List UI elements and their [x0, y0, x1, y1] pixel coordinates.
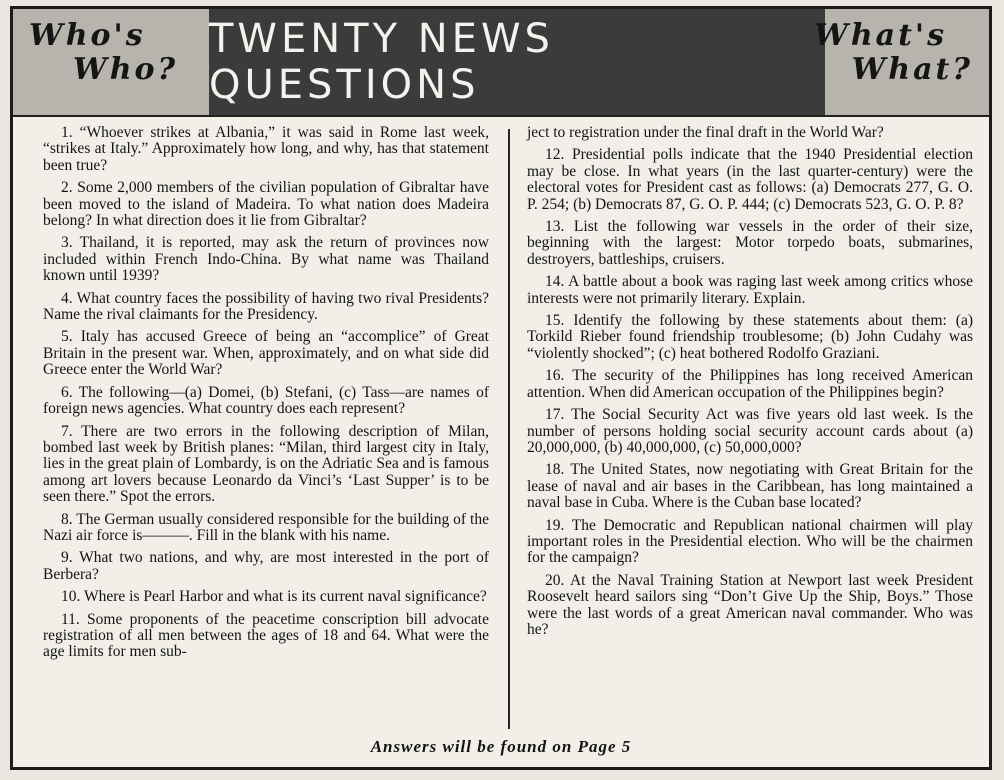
- question-19: 19. The Democratic and Republican national chairmen will play important roles in the Presidential election. Who will be the chairmen for the campaign?: [527, 516, 973, 567]
- question-14: 14. A battle about a book was raging last week among critics whose interests were not primarily literary. Explain.: [527, 273, 973, 307]
- whos-who-line-2: Who?: [73, 52, 179, 87]
- whos-who-heading: [29, 19, 219, 87]
- question-12: 12. Presidential polls indicate that the 1940 Presidential election may be close. In what years (in the last quarter-century) were the electoral votes for President cast as follows: (a) Democrats 277, G. O. P. 254; (b) Democrats 87, G. O. P. 444; (c) Democrats 523, G. O. P. 8?: [527, 146, 973, 213]
- question-9: 9. What two nations, and why, are most interested in the port of Berbera?: [43, 549, 489, 583]
- question-3: 3. Thailand, it is reported, may ask the return of provinces now included within French Indo-China. By what name was Thailand known until 1939?: [43, 234, 489, 285]
- whats-what-line-2: What?: [851, 52, 973, 87]
- question-17: 17. The Social Security Act was five years old last week. Is the number of persons holding social security account cards about (a) 20,000,000, (b) 40,000,000, (c) 50,000,000?: [527, 406, 973, 456]
- question-6: 6. The following—(a) Domei, (b) Stefani, (c) Tass—are names of foreign news agencies. What country does each represent?: [43, 383, 489, 418]
- left-column: [43, 125, 489, 667]
- question-15: 15. Identify the following by these statements about them: (a) Torkild Rieber found friendship troublesome; (b) John Cudahy was “violently shocked”; (c) heat bothered Rodolfo Graziani.: [527, 312, 973, 362]
- question-7: 7. There are two errors in the following description of Milan, bombed last week by British planes: “Milan, third largest city in Italy, lies in the great plain of Lombardy, is on the Adriatic Sea and is famous among art lovers because Leonardo da Vinci’s ‘Last Supper’ is to be seen there.” Spot the errors.: [43, 422, 489, 506]
- question-1: 1. “Whoever strikes at Albania,” it was said in Rome last week, “strikes at Italy.” Approximately how long, and why, has that statement been true?: [43, 124, 489, 174]
- quiz-panel: [10, 6, 992, 770]
- question-16: 16. The security of the Philippines has long received American attention. When did American occupation of the Philippines begin?: [527, 367, 973, 401]
- questions-area: [43, 125, 973, 733]
- right-column: [527, 125, 973, 644]
- answers-footer: Answers will be found on Page 5: [370, 737, 632, 756]
- question-10: 10. Where is Pearl Harbor and what is its current naval significance?: [61, 588, 487, 606]
- question-2: 2. Some 2,000 members of the civilian population of Gibraltar have been moved to the island of Madeira. To what nation does Madeira belong? In what direction does it lie from Gibraltar?: [43, 179, 489, 230]
- title-box: [209, 9, 825, 115]
- question-4: 4. What country faces the possibility of having two rival Presidents? Name the rival claimants for the Presidency.: [43, 289, 489, 324]
- question-18: 18. The United States, now negotiating with Great Britain for the lease of naval and air bases in the Caribbean, has long maintained a naval base in Cuba. Where is the Cuban base located?: [527, 461, 973, 512]
- whats-what-line-1: What's: [814, 18, 947, 53]
- question-20: 20. At the Naval Training Station at Newport last week President Roosevelt heard sailors sing “Don’t Give Up the Ship, Boys.” Those were the last words of a great American naval commander. Who was he?: [527, 571, 973, 638]
- page-title: TWENTY NEWS QUESTIONS: [209, 16, 554, 108]
- whats-what-heading: [803, 19, 973, 87]
- question-11: 11. Some proponents of the peacetime conscription bill advocate registration of all men between the ages of 18 and 64. What were the age limits for men sub-: [43, 610, 489, 661]
- question-13: 13. List the following war vessels in the order of their size, beginning with the largest: Motor torpedo boats, submarines, destroyers, battleships, cruisers.: [527, 218, 973, 268]
- header-banner: [13, 9, 989, 117]
- question-11-continued: ject to registration under the final draft in the World War?: [527, 124, 884, 141]
- question-5: 5. Italy has accused Greece of being an “accomplice” of Great Britain in the present war. When, approximately, and on what side did Greece enter the World War?: [43, 328, 489, 379]
- question-8: 8. The German usually considered responsible for the building of the Nazi air force is———. Fill in the blank with his name.: [43, 510, 489, 544]
- whos-who-line-1: Who's: [29, 18, 146, 53]
- column-divider: [508, 129, 510, 729]
